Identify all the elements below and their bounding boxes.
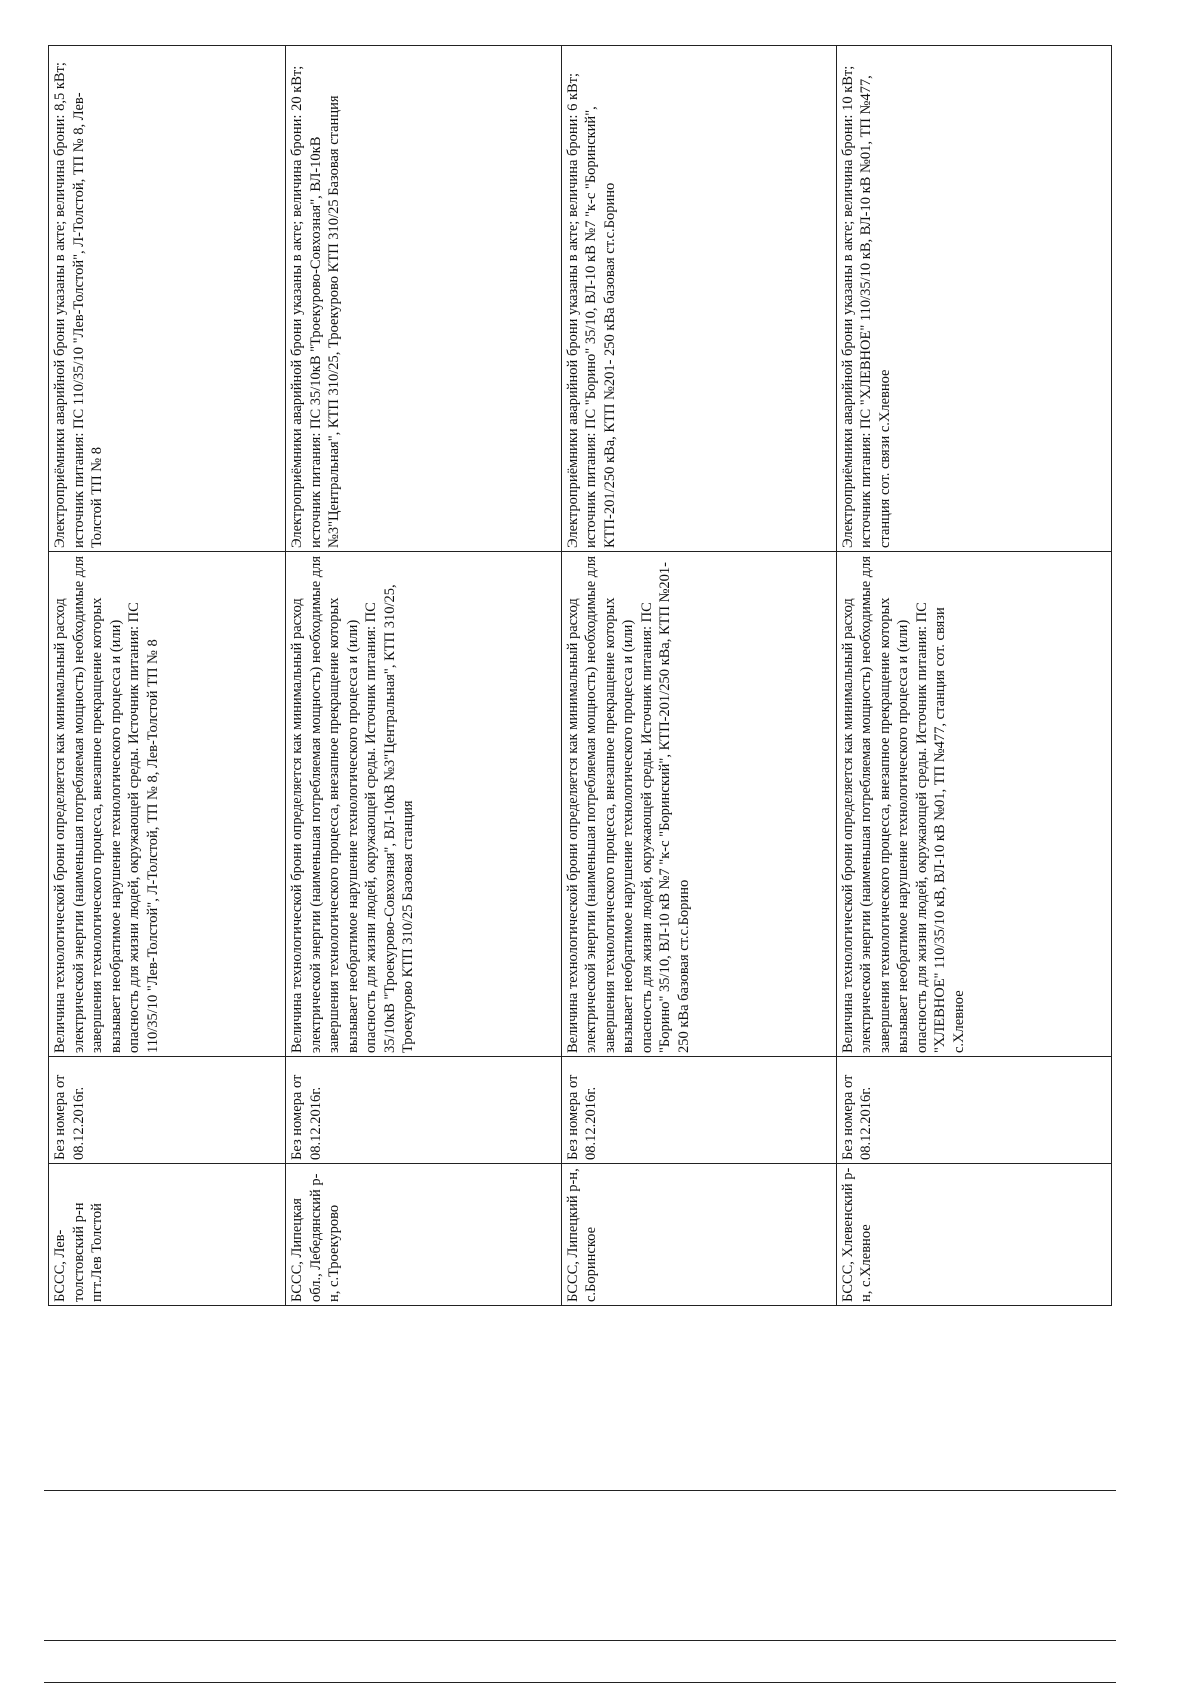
object-cell: БССС, Липецкий р-н, с.Боринское bbox=[561, 1164, 836, 1306]
tech-reserve-cell: Величина технологической брони определяется как минимальный расход электрической энергии (наименьшая потребляемая мощность) необходимые для завершения технологического процесса, внезапное прекращение которых вызывает необратимое нарушение технологического процесса и (или) опасность для жизни людей, окружающей среды. Источник питания: ПС 35/10кВ "Троекурово-Совхозная", ВЛ-10кВ №3"Центральная", КТП 310/25, Троекурово КТП 310/25 Базовая станция bbox=[286, 552, 561, 1057]
tech-reserve-cell: Величина технологической брони определяется как минимальный расход электрической энергии (наименьшая потребляемая мощность) необходимые для завершения технологического процесса, внезапное прекращение которых вызывает необратимое нарушение технологического процесса и (или) опасность для жизни людей, окружающей среды. Источник питания: ПС 110/35/10 "Лев-Толстой", Л-Толстой, ТП № 8, Лев-Толстой ТП № 8 bbox=[49, 552, 286, 1057]
emergency-reserve-cell: Электроприёмники аварийной брони указаны в акте; величина брони: 20 кВт; источник питания: ПС 35/10кВ "Троекурово-Совхозная", ВЛ-10кВ №3"Центральная", КТП 310/25, Троекурово КТП 310/25 Базовая станция bbox=[286, 46, 561, 552]
reserve-table bbox=[48, 45, 1112, 1306]
rotated-table-wrapper bbox=[48, 46, 1112, 1306]
act-cell: Без номера от 08.12.2016г. bbox=[836, 1057, 1111, 1164]
tech-reserve-cell: Величина технологической брони определяется как минимальный расход электрической энергии (наименьшая потребляемая мощность) необходимые для завершения технологического процесса, внезапное прекращение которых вызывает необратимое нарушение технологического процесса и (или) опасность для жизни людей, окружающей среды. Источник питания: ПС "ХЛЕВНОЕ" 110/35/10 кВ, ВЛ-10 кВ №01, ТП №477, станция сот. связи с.Хлевное bbox=[836, 552, 1111, 1057]
divider-line bbox=[44, 1490, 1116, 1491]
emergency-reserve-cell: Электроприёмники аварийной брони указаны в акте; величина брони: 8,5 кВт; источник питания: ПС 110/35/10 "Лев-Толстой", Л-Толстой, ТП № 8, Лев-Толстой ТП № 8 bbox=[49, 46, 286, 552]
emergency-reserve-cell: Электроприёмники аварийной брони указаны в акте; величина брони: 10 кВт; источник питания: ПС "ХЛЕВНОЕ" 110/35/10 кВ, ВЛ-10 кВ №01, ТП №477, станция сот. связи с.Хлевное bbox=[836, 46, 1111, 552]
divider-line bbox=[44, 1682, 1116, 1683]
tech-reserve-cell: Величина технологической брони определяется как минимальный расход электрической энергии (наименьшая потребляемая мощность) необходимые для завершения технологического процесса, внезапное прекращение которых вызывает необратимое нарушение технологического процесса и (или) опасность для жизни людей, окружающей среды. Источник питания: ПС "Борино" 35/10, ВЛ-10 кВ №7 "к-с "Боринский", КТП-201/250 кВа, КТП №201- 250 кВа базовая ст.с.Борино bbox=[561, 552, 836, 1057]
table-row bbox=[836, 46, 1111, 1306]
object-cell: БССС, Лев-толстовский р-н пгт.Лев Толстой bbox=[49, 1164, 286, 1306]
divider-line bbox=[44, 1640, 1116, 1641]
table-row bbox=[49, 46, 286, 1306]
object-cell: БССС, Хлевенский р-н, с.Хлевное bbox=[836, 1164, 1111, 1306]
table-row bbox=[561, 46, 836, 1306]
object-cell: БССС, Липецкая обл., Лебедянский р-н, с.Троекурово bbox=[286, 1164, 561, 1306]
act-cell: Без номера от 08.12.2016г. bbox=[49, 1057, 286, 1164]
emergency-reserve-cell: Электроприёмники аварийной брони указаны в акте; величина брони: 6 кВт; источник питания: ПС "Борино" 35/10, ВЛ-10 кВ №7 "к-с "Боринский", КТП-201/250 кВа, КТП №201- 250 кВа базовая ст.с.Борино bbox=[561, 46, 836, 552]
table-row bbox=[286, 46, 561, 1306]
act-cell: Без номера от 08.12.2016г. bbox=[561, 1057, 836, 1164]
act-cell: Без номера от 08.12.2016г. bbox=[286, 1057, 561, 1164]
